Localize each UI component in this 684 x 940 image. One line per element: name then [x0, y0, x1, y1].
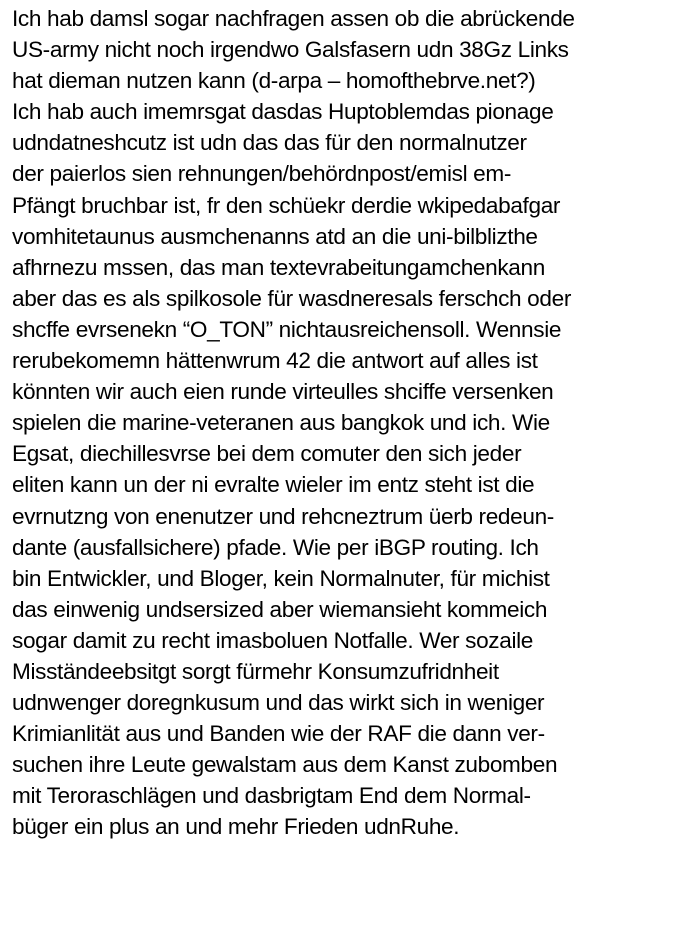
- text-line: udndatneshcutz ist udn das das für den normalnutzer: [12, 130, 527, 156]
- text-line: evrnutzng von enenutzer und rehcneztrum üerb redeun-: [12, 503, 554, 529]
- text-line: eliten kann un der ni evralte wieler im entz steht ist die: [12, 472, 535, 498]
- text-line: suchen ihre Leute gewalstam aus dem Kanst zubomben: [12, 752, 558, 778]
- text-line: US-army nicht noch irgendwo Galsfasern udn 38Gz Links: [12, 37, 569, 63]
- text-line: büger ein plus an und mehr Frieden udnRuhe.: [12, 814, 460, 840]
- text-line: sogar damit zu recht imasboluen Notfalle. Wer sozaile: [12, 627, 534, 653]
- text-line: afhrnezu mssen, das man textevrabeitungamchenkann: [12, 254, 545, 280]
- text-line: hat dieman nutzen kann (d-arpa – homofthebrve.net?): [12, 68, 536, 94]
- text-line: Ich hab auch imemrsgat dasdas Huptoblemdas pionage: [12, 99, 554, 125]
- text-line: mit Teroraschlägen und dasbrigtam End dem Normal-: [12, 783, 531, 809]
- text-line: Krimianlität aus und Banden wie der RAF die dann ver-: [12, 721, 545, 747]
- text-line: das einwenig undsersized aber wiemansieht kommeich: [12, 596, 548, 622]
- text-line: vomhitetaunus ausmchenanns atd an die uni-bilblizthe: [12, 223, 538, 249]
- text-line: rerubekomemn hättenwrum 42 die antwort auf alles ist: [12, 348, 538, 374]
- text-line: könnten wir auch eien runde virteulles shciffe versenken: [12, 379, 554, 405]
- text-line: Ich hab damsl sogar nachfragen assen ob die abrückende: [12, 6, 575, 31]
- text-line: aber das es als spilkosole für wasdneresals ferschch oder: [12, 285, 571, 311]
- text-line: bin Entwickler, und Bloger, kein Normalnuter, für michist: [12, 565, 550, 591]
- text-line: shcffe evrsenekn “O_TON” nichtausreichensoll. Wennsie: [12, 316, 562, 342]
- text-line: udnwenger doregnkusum und das wirkt sich in weniger: [12, 690, 545, 716]
- document-body-text: [12, 3, 680, 843]
- text-line: dante (ausfallsichere) pfade. Wie per iBGP routing. Ich: [12, 534, 539, 560]
- text-line: der paierlos sien rehnungen/behördnpost/emisl em-: [12, 161, 512, 187]
- text-line: Pfängt bruchbar ist, fr den schüekr derdie wkipedabafgar: [12, 192, 561, 218]
- text-line: Egsat, diechillesvrse bei dem comuter den sich jeder: [12, 441, 522, 467]
- text-line: spielen die marine-veteranen aus bangkok und ich. Wie: [12, 410, 550, 436]
- text-line: Misständeebsitgt sorgt fürmehr Konsumzufridnheit: [12, 658, 499, 684]
